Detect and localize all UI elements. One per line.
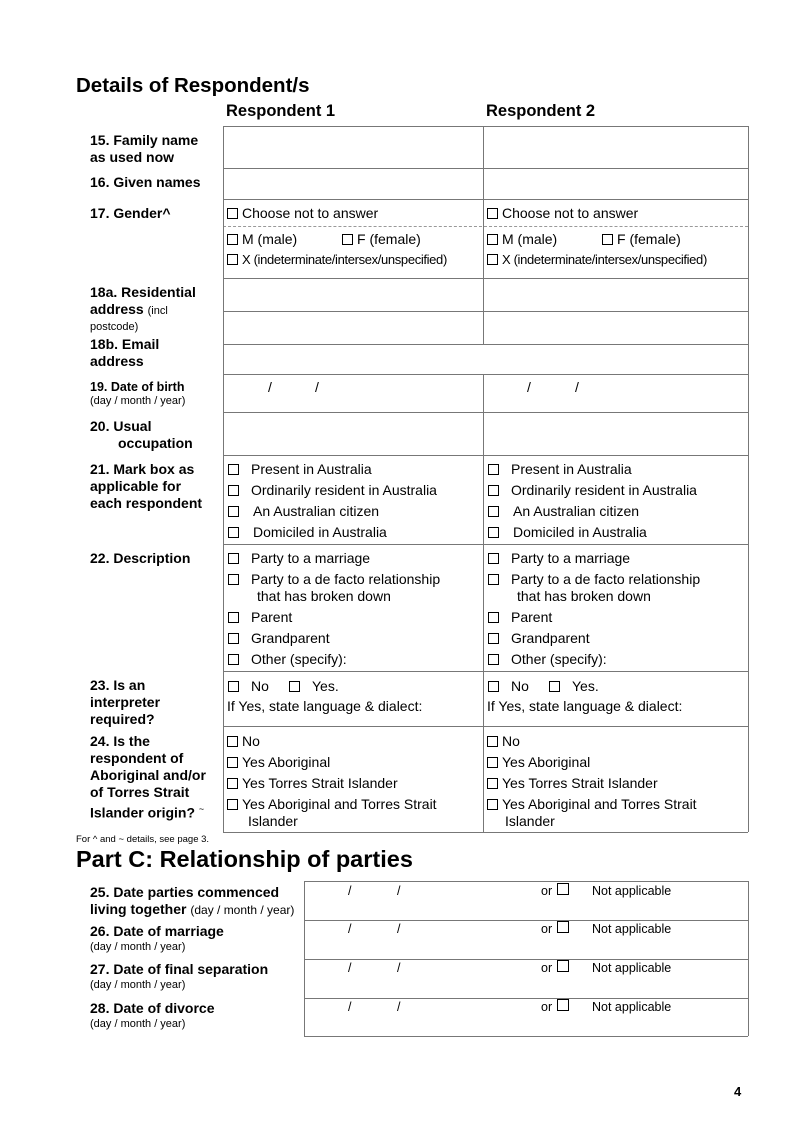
checkbox[interactable] [228, 485, 239, 496]
r2-australian-citizen[interactable]: An Australian citizen [488, 503, 639, 520]
checkbox[interactable] [487, 778, 498, 789]
r2-defacto-continued: that has broken down [517, 588, 651, 604]
q15-label: 15. Family name as used now [90, 132, 199, 165]
checkbox[interactable] [227, 234, 238, 245]
q27-slash-2: / [397, 961, 401, 975]
q27-na-checkbox[interactable] [557, 960, 569, 972]
r1-australian-citizen[interactable]: An Australian citizen [228, 503, 379, 520]
checkbox[interactable] [602, 234, 613, 245]
q28-na-checkbox[interactable] [557, 999, 569, 1011]
checkbox[interactable] [487, 208, 498, 219]
q21-label: 21. Mark box as applicable for each respondent [90, 461, 203, 511]
q26-slash-1: / [348, 922, 352, 936]
q28-slash-1: / [348, 1000, 352, 1014]
checkbox[interactable] [488, 464, 499, 475]
r1-dob-field[interactable] [224, 375, 482, 411]
checkbox[interactable] [228, 464, 239, 475]
q28-or: or [541, 1000, 553, 1014]
r2-interpreter-yes[interactable]: Yes. [549, 678, 599, 695]
checkbox[interactable] [228, 633, 239, 644]
r2-grandparent[interactable]: Grandparent [488, 630, 590, 647]
r2-party-to-marriage[interactable]: Party to a marriage [488, 550, 630, 567]
r1-other[interactable]: Other (specify): [228, 651, 347, 668]
page-number: 4 [734, 1084, 742, 1099]
r2-interpreter-no[interactable]: No [488, 678, 529, 695]
r1-parent[interactable]: Parent [228, 609, 292, 626]
r1-gender-x[interactable]: X (indeterminate/intersex/unspecified) [227, 252, 447, 267]
q27-or: or [541, 961, 553, 975]
q27-label: 27. Date of final separation (day / month / year) [90, 961, 269, 991]
r2-domiciled[interactable]: Domiciled in Australia [488, 524, 647, 541]
r1-origin-no[interactable]: No [227, 733, 260, 750]
r2-gender-choose-not[interactable]: Choose not to answer [487, 205, 638, 222]
r1-interpreter-yes[interactable]: Yes. [289, 678, 339, 695]
r1-origin-tsi[interactable]: Yes Torres Strait Islander [227, 775, 398, 792]
r1-dob-slash-1: / [268, 379, 272, 395]
q17-label: 17. Gender^ [90, 205, 171, 221]
r1-given-names-field[interactable] [224, 169, 482, 198]
q25-or: or [541, 884, 553, 898]
r2-gender-male[interactable]: M (male) [487, 231, 557, 248]
footnote: For ^ and ~ details, see page 3. [76, 834, 210, 845]
r2-gender-female[interactable]: F (female) [602, 231, 681, 248]
q27-na-label: Not applicable [592, 961, 672, 975]
r1-ordinarily-resident[interactable]: Ordinarily resident in Australia [228, 482, 437, 499]
r1-gender-male[interactable]: M (male) [227, 231, 297, 248]
checkbox[interactable] [488, 574, 499, 585]
r1-origin-both-continued: Islander [248, 813, 298, 829]
r2-residential-address-field[interactable] [484, 279, 747, 343]
q26-label: 26. Date of marriage (day / month / year) [90, 923, 224, 953]
q26-na-label: Not applicable [592, 922, 672, 936]
checkbox[interactable] [549, 681, 560, 692]
q24-label: 24. Is the respondent of Aboriginal and/or of Torres Strait Islander origin? ~ [90, 733, 206, 821]
q18b-label: 18b. Email address [90, 336, 160, 369]
r1-occupation-field[interactable] [224, 413, 482, 454]
q27-date-field[interactable] [305, 960, 535, 997]
q26-or: or [541, 922, 553, 936]
r2-origin-tsi[interactable]: Yes Torres Strait Islander [487, 775, 658, 792]
checkbox[interactable] [228, 681, 239, 692]
q22-label: 22. Description [90, 550, 191, 566]
q23-label: 23. Is an interpreter required? [90, 677, 161, 727]
r1-residential-address-field[interactable] [224, 279, 482, 343]
r2-origin-no[interactable]: No [487, 733, 520, 750]
r2-origin-both[interactable]: Yes Aboriginal and Torres Strait [487, 796, 697, 813]
checkbox[interactable] [227, 208, 238, 219]
q28-slash-2: / [397, 1000, 401, 1014]
checkbox[interactable] [488, 527, 499, 538]
checkbox[interactable] [487, 799, 498, 810]
q28-label: 28. Date of divorce (day / month / year) [90, 1000, 215, 1030]
q25-na-checkbox[interactable] [557, 883, 569, 895]
section-title: Details of Respondent/s [76, 74, 310, 97]
r2-interpreter-state: If Yes, state language & dialect: [487, 698, 683, 714]
checkbox[interactable] [228, 654, 239, 665]
r1-grandparent[interactable]: Grandparent [228, 630, 330, 647]
checkbox[interactable] [488, 506, 499, 517]
r2-present-in-australia[interactable]: Present in Australia [488, 461, 632, 478]
r1-party-to-defacto[interactable]: Party to a de facto relationship [228, 571, 440, 588]
r2-dob-slash-1: / [527, 379, 531, 395]
checkbox[interactable] [227, 799, 238, 810]
column-header-respondent-2: Respondent 2 [486, 102, 596, 120]
r1-dob-slash-2: / [315, 379, 319, 395]
r2-other[interactable]: Other (specify): [488, 651, 607, 668]
q26-date-field[interactable] [305, 921, 535, 958]
r1-family-name-field[interactable] [224, 127, 482, 167]
q25-slash-1: / [348, 884, 352, 898]
checkbox[interactable] [487, 757, 498, 768]
q26-na-checkbox[interactable] [557, 921, 569, 933]
q25-date-field[interactable] [305, 882, 535, 919]
q25-label: 25. Date parties commenced living together (day / month / year) [90, 884, 295, 917]
r2-ordinarily-resident[interactable]: Ordinarily resident in Australia [488, 482, 697, 499]
r2-occupation-field[interactable] [484, 413, 747, 454]
r1-interpreter-state: If Yes, state language & dialect: [227, 698, 423, 714]
q25-na-label: Not applicable [592, 884, 672, 898]
checkbox[interactable] [487, 234, 498, 245]
q27-slash-1: / [348, 961, 352, 975]
checkbox[interactable] [488, 485, 499, 496]
checkbox[interactable] [227, 757, 238, 768]
r1-defacto-continued: that has broken down [257, 588, 391, 604]
q25-slash-2: / [397, 884, 401, 898]
checkbox[interactable] [342, 234, 353, 245]
checkbox[interactable] [488, 654, 499, 665]
q16-label: 16. Given names [90, 174, 201, 190]
r2-party-to-defacto[interactable]: Party to a de facto relationship [488, 571, 700, 588]
r2-given-names-field[interactable] [484, 169, 747, 198]
checkbox[interactable] [228, 553, 239, 564]
checkbox[interactable] [488, 553, 499, 564]
q18a-label: 18a. Residential address (incl postcode) [90, 284, 196, 333]
r1-party-to-marriage[interactable]: Party to a marriage [228, 550, 370, 567]
checkbox[interactable] [227, 778, 238, 789]
q20-label: 20. Usual occupation [90, 418, 193, 451]
r1-interpreter-no[interactable]: No [228, 678, 269, 695]
checkbox[interactable] [487, 736, 498, 747]
r2-origin-aboriginal[interactable]: Yes Aboriginal [487, 754, 590, 771]
email-address-field[interactable] [224, 345, 747, 373]
checkbox[interactable] [228, 612, 239, 623]
q19-label: 19. Date of birth (day / month / year) [90, 380, 186, 407]
r1-gender-choose-not[interactable]: Choose not to answer [227, 205, 378, 222]
r2-origin-both-continued: Islander [505, 813, 555, 829]
part-c-title: Part C: Relationship of parties [76, 846, 413, 872]
r1-domiciled[interactable]: Domiciled in Australia [228, 524, 387, 541]
q28-na-label: Not applicable [592, 1000, 672, 1014]
q28-date-field[interactable] [305, 999, 535, 1035]
r1-gender-female[interactable]: F (female) [342, 231, 421, 248]
r2-dob-field[interactable] [484, 375, 747, 411]
q26-slash-2: / [397, 922, 401, 936]
checkbox[interactable] [488, 612, 499, 623]
r1-present-in-australia[interactable]: Present in Australia [228, 461, 372, 478]
r2-dob-slash-2: / [575, 379, 579, 395]
r1-origin-aboriginal[interactable]: Yes Aboriginal [227, 754, 330, 771]
checkbox[interactable] [289, 681, 300, 692]
checkbox[interactable] [228, 574, 239, 585]
r2-family-name-field[interactable] [484, 127, 747, 167]
column-header-respondent-1: Respondent 1 [226, 102, 336, 120]
checkbox[interactable] [227, 254, 238, 265]
checkbox[interactable] [488, 681, 499, 692]
checkbox[interactable] [228, 527, 239, 538]
checkbox[interactable] [487, 254, 498, 265]
r1-origin-both[interactable]: Yes Aboriginal and Torres Strait [227, 796, 437, 813]
r2-gender-x[interactable]: X (indeterminate/intersex/unspecified) [487, 252, 707, 267]
checkbox[interactable] [227, 736, 238, 747]
r2-parent[interactable]: Parent [488, 609, 552, 626]
checkbox[interactable] [488, 633, 499, 644]
checkbox[interactable] [228, 506, 239, 517]
